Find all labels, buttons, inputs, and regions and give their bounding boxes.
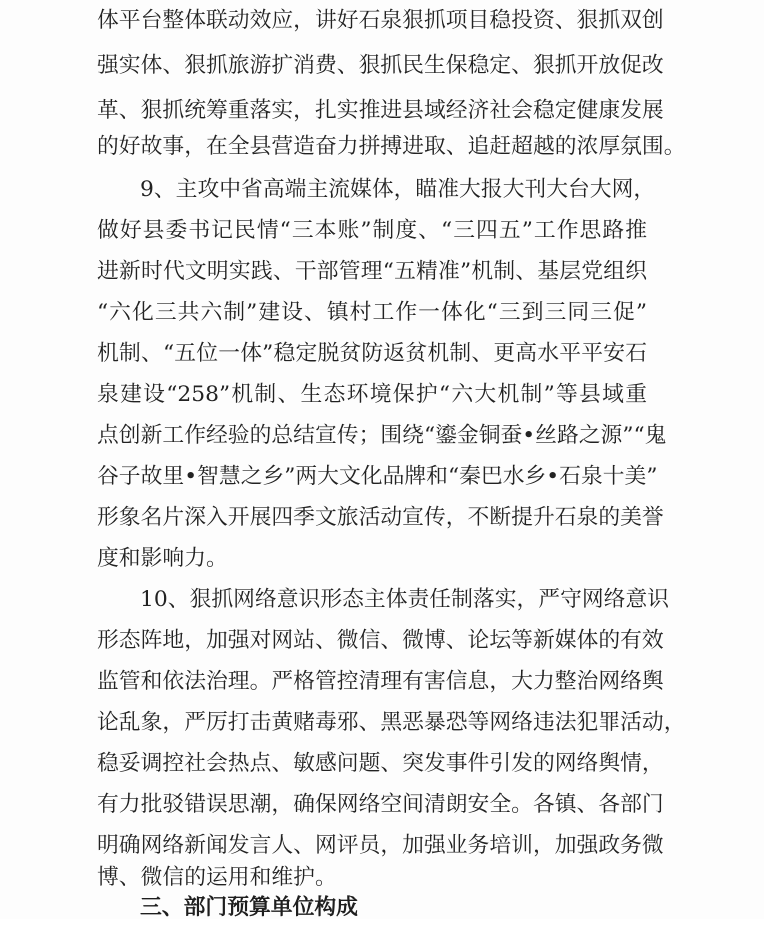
paragraph-1-line-4: 的好故事，在全县营造奋力拼搏进取、追赶超越的浓厚氛围。 bbox=[97, 134, 686, 159]
paragraph-3-line-8: 博、微信的运用和维护。 bbox=[97, 865, 337, 890]
paragraph-2-line-10: 度和影响力。 bbox=[97, 546, 228, 571]
paragraph-2-line-6: 泉建设“258”机制、生态环境保护“六大机制”等县域重 bbox=[97, 382, 647, 407]
paragraph-2-line-5: 机制、“五位一体”稳定脱贫防返贫机制、更高水平平安石 bbox=[97, 341, 647, 366]
paragraph-2-line-7: 点创新工作经验的总结宣传；围绕“鎏金铜蚕•丝路之源”“鬼 bbox=[97, 423, 667, 448]
paragraph-3-line-4: 论乱象，严厉打击黄赌毒邪、黑恶暴恐等网络违法犯罪活动， bbox=[97, 710, 686, 735]
paragraph-1-line-1: 体平台整体联动效应，讲好石泉狠抓项目稳投资、狠抓双创 bbox=[97, 8, 664, 33]
paragraph-3-line-1: 10、狠抓网络意识形态主体责任制落实，严守网络意识 bbox=[140, 587, 670, 612]
paragraph-3-line-2: 形态阵地，加强对网站、微信、微博、论坛等新媒体的有效 bbox=[97, 628, 664, 653]
paragraph-1-line-2: 强实体、狠抓旅游扩消费、狠抓民生保稳定、狠抓开放促改 bbox=[97, 53, 664, 78]
paragraph-3-line-6: 有力批驳错误思潮，确保网络空间清朗安全。各镇、各部门 bbox=[97, 792, 664, 817]
paragraph-3-line-3: 监管和依法治理。严格管控清理有害信息，大力整治网络舆 bbox=[97, 669, 664, 694]
paragraph-1-line-3: 革、狠抓统筹重落实，扎实推进县域经济社会稳定健康发展 bbox=[97, 98, 664, 123]
paragraph-2-line-4: “六化三共六制”建设、镇村工作一体化“三到三同三促” bbox=[97, 300, 647, 325]
paragraph-2-line-2: 做好县委书记民情“三本账”制度、“三四五”工作思路推 bbox=[97, 218, 647, 243]
paragraph-2-line-8: 谷子故里•智慧之乡”两大文化品牌和“秦巴水乡•石泉十美” bbox=[97, 464, 658, 489]
paragraph-3-line-5: 稳妥调控社会热点、敏感问题、突发事件引发的网络舆情， bbox=[97, 751, 664, 776]
section-heading: 三、部门预算单位构成 bbox=[140, 895, 358, 920]
paragraph-2-line-3: 进新时代文明实践、干部管理“五精准”机制、基层党组织 bbox=[97, 259, 647, 284]
paragraph-3-line-7: 明确网络新闻发言人、网评员，加强业务培训，加强政务微 bbox=[97, 833, 664, 858]
paragraph-2-line-9: 形象名片深入开展四季文旅活动宣传，不断提升石泉的美誉 bbox=[97, 505, 664, 530]
paragraph-2-line-1: 9、主攻中省高端主流媒体，瞄准大报大刊大台大网， bbox=[140, 177, 656, 202]
